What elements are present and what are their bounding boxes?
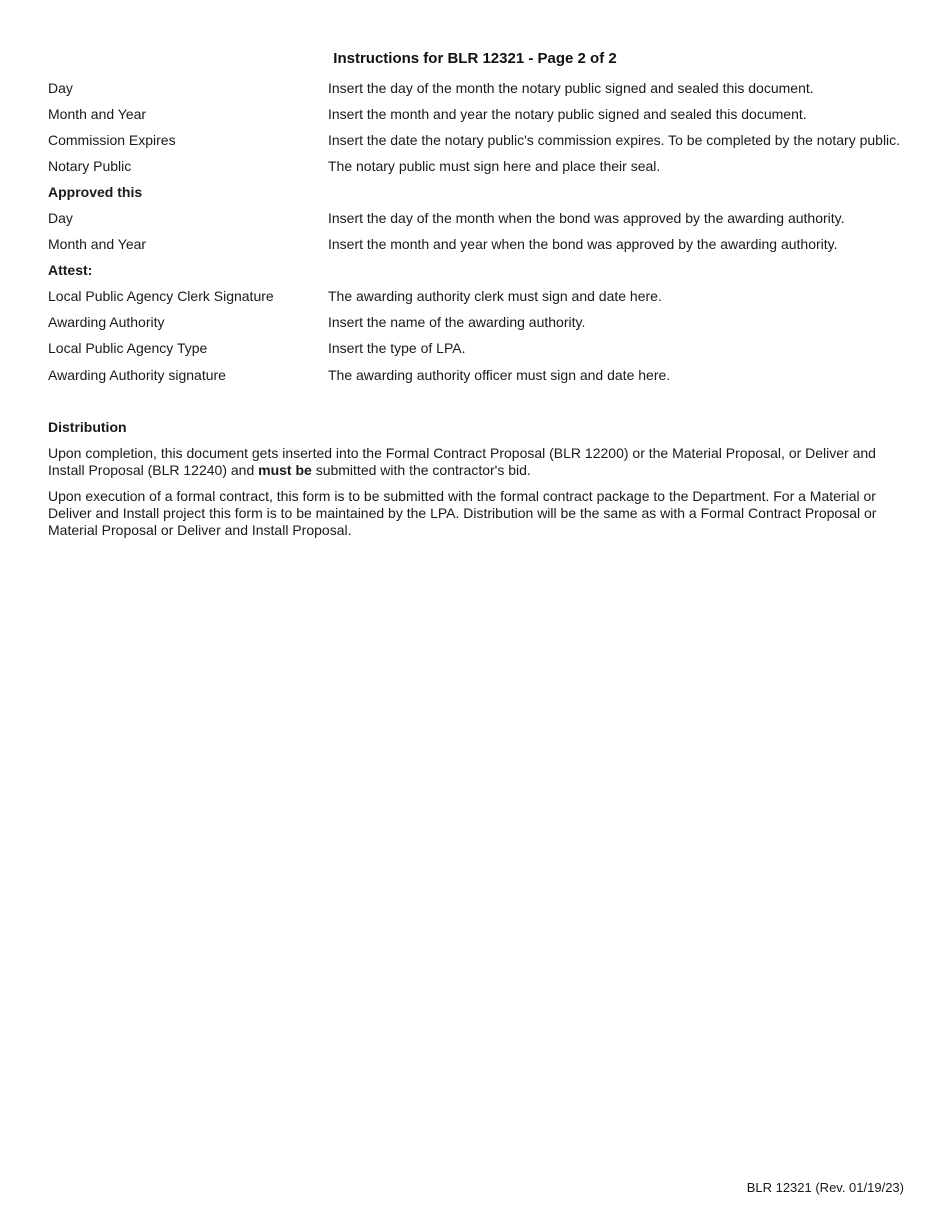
emphasis-text: must be [258,462,312,478]
instruction-row [48,340,918,358]
field-description: Insert the month and year when the bond was approved by the awarding authority. [328,236,838,252]
field-label: Day [48,210,73,226]
instruction-row [48,314,918,332]
field-description: The notary public must sign here and place their seal. [328,158,661,174]
distribution-paragraph-2: Upon execution of a formal contract, this form is to be submitted with the formal contract package to the Department. For a Material or Deliver and Install project this form is to be maintained by the LPA. Distribution will be the same as with a Formal Contract Proposal or Material Proposal or Deliver and Install Proposal. [48,488,877,538]
field-description: The awarding authority clerk must sign and date here. [328,288,662,304]
field-label: Local Public Agency Type [48,340,208,356]
instruction-row [48,367,918,385]
field-label: Day [48,80,73,96]
field-description: Insert the name of the awarding authority. [328,314,586,330]
section-label: Attest: [48,262,93,278]
instruction-row [48,158,918,176]
field-description: Insert the month and year the notary public signed and sealed this document. [328,106,807,122]
instruction-row [48,288,918,306]
distribution-paragraph-1 [48,445,893,479]
section-label-row [48,262,918,280]
field-label: Month and Year [48,236,147,252]
instruction-row [48,210,918,228]
field-label: Local Public Agency Clerk Signature [48,288,274,304]
field-label: Commission Expires [48,132,176,148]
instruction-row [48,132,918,150]
field-description: Insert the day of the month when the bond was approved by the awarding authority. [328,210,845,226]
section-label-row [48,184,918,202]
field-description: The awarding authority officer must sign and date here. [328,367,671,383]
instruction-row [48,236,918,254]
field-description: Insert the type of LPA. [328,340,466,356]
distribution-text: submitted with the contractor's bid. [311,462,531,478]
form-revision-footer: BLR 12321 (Rev. 01/19/23) [746,1180,904,1195]
instruction-row [48,106,918,124]
field-description: Insert the day of the month the notary public signed and sealed this document. [328,80,814,96]
field-label: Awarding Authority signature [48,367,226,383]
distribution-heading: Distribution [48,419,127,435]
page-title: Instructions for BLR 12321 - Page 2 of 2 [333,50,617,67]
field-label: Month and Year [48,106,147,122]
distribution-text: Upon completion, this document gets inserted into the Formal Contract Proposal (BLR 12200) or the Material Proposal, or Deliver and Install Proposal (BLR 12240) and [48,445,876,478]
section-label: Approved this [48,184,143,200]
field-label: Notary Public [48,158,132,174]
instruction-row [48,80,918,98]
field-description: Insert the date the notary public's commission expires. To be completed by the notary public. [328,132,901,148]
field-label: Awarding Authority [48,314,165,330]
